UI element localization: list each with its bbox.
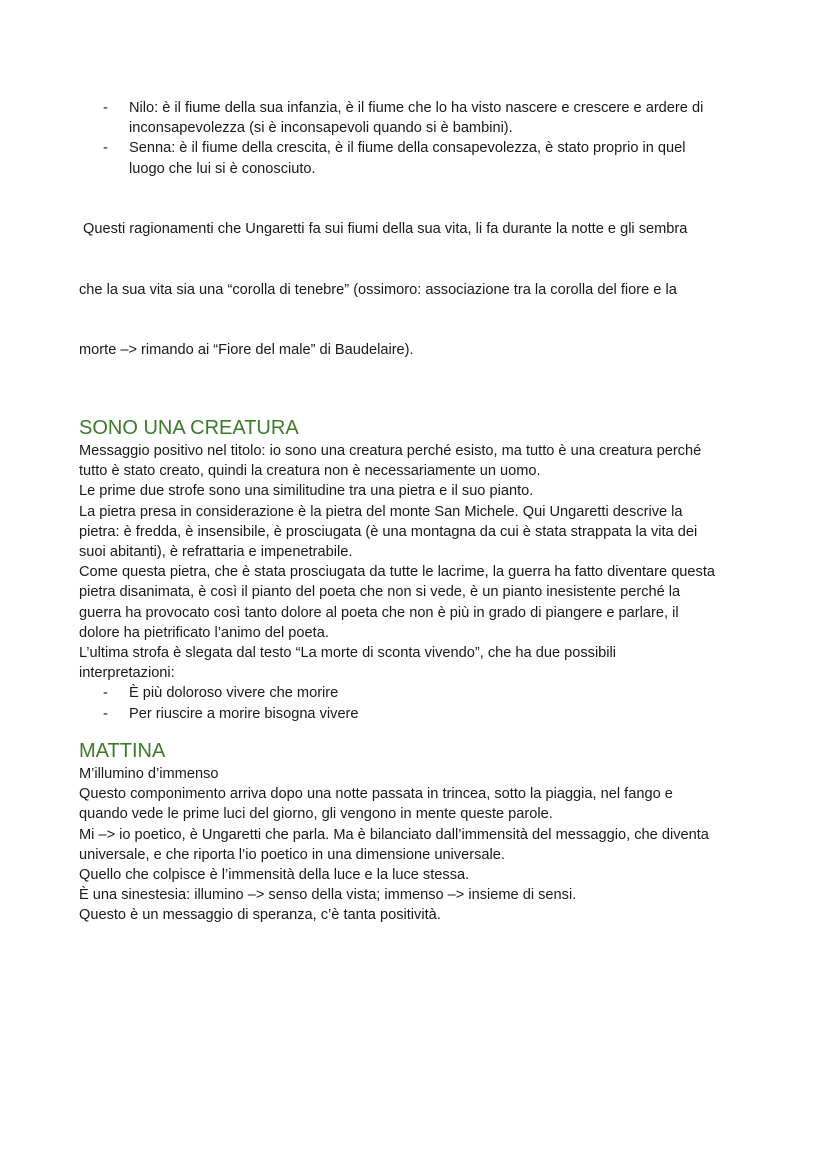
text-line: Questi ragionamenti che Ungaretti fa sui fiumi della sua vita, li fa durante la notte e gli sembra — [79, 221, 688, 238]
text-line: guerra ha provocato così tanto dolore al poeta che non è più in grado di piangere e parlare, il — [79, 604, 679, 621]
text-line: dolore ha pietrificato l’animo del poeta. — [79, 624, 329, 641]
text-line: È una sinestesia: illumino –> senso della vista; immenso –> insieme di sensi. — [79, 887, 577, 904]
interpretations-list — [79, 683, 759, 723]
text-line: Senna: è il fiume della crescita, è il fiume della consapevolezza, è stato proprio in quel — [129, 140, 686, 157]
text-line: pietra: è fredda, è insensibile, è prosciugata (è una montagna da cui è stata strappata la vita dei — [79, 523, 698, 540]
text-line: Le prime due strofe sono una similitudine tra una pietra e il suo pianto. — [79, 483, 534, 500]
text-line: Questo è un messaggio di speranza, c’è tanta positività. — [79, 907, 441, 924]
section-heading-sono-una-creatura: SONO UNA CREATURA — [79, 417, 299, 440]
bullet-dash: - — [103, 685, 108, 702]
document-body — [79, 98, 759, 926]
text-line: pietra disanimata, è così il pianto del poeta che non si vede, è un pianto inesistente perché la — [79, 584, 681, 601]
text-line: quando vede le prime luci del giorno, gli vengono in mente queste parole. — [79, 806, 553, 823]
text-line: tutto è stato creato, quindi la creatura non è necessariamente un uomo. — [79, 463, 541, 480]
rivers-list — [79, 98, 759, 179]
text-line: Questo componimento arriva dopo una notte passata in trincea, sotto la piaggia, nel fango e — [79, 786, 673, 803]
text-line: luogo che lui si è conosciuto. — [129, 160, 316, 177]
text-line: morte –> rimando ai “Fiore del male” di Baudelaire). — [79, 342, 414, 359]
text-line: Messaggio positivo nel titolo: io sono una creatura perché esisto, ma tutto è una creatura perché — [79, 443, 702, 460]
bullet-dash: - — [103, 100, 108, 116]
text-line: L’ultima strofa è slegata dal testo “La morte di sconta vivendo”, che ha due possibili — [79, 645, 617, 662]
section-heading-mattina: MATTINA — [79, 739, 166, 762]
text-line: interpretazioni: — [79, 665, 175, 682]
bullet-dash: - — [103, 705, 108, 722]
text-line: Per riuscire a morire bisogna vivere — [129, 705, 359, 722]
text-line: suoi abitanti), è refrattaria e impenetrabile. — [79, 544, 353, 561]
list-item — [79, 138, 759, 178]
list-item — [79, 704, 759, 724]
text-line: La pietra presa in considerazione è la pietra del monte San Michele. Qui Ungaretti descrive la — [79, 503, 683, 520]
sono-una-creatura-text — [79, 441, 759, 683]
text-line: M’illumino d’immenso — [79, 765, 219, 782]
text-line: universale, e che riporta l’io poetico in una dimensione universale. — [79, 846, 505, 863]
text-line: Come questa pietra, che è stata prosciugata da tutte le lacrime, la guerra ha fatto diventare questa — [79, 564, 716, 581]
text-line: Mi –> io poetico, è Ungaretti che parla. Ma è bilanciato dall’immensità del messaggio, che diventa — [79, 826, 709, 843]
text-line: che la sua vita sia una “corolla di tenebre” (ossimoro: associazione tra la corolla del fiore e la — [79, 281, 677, 298]
list-item — [79, 683, 759, 703]
list-item — [79, 98, 759, 138]
bullet-dash: - — [103, 140, 108, 157]
text-line: inconsapevolezza (si è inconsapevoli quando si è bambini). — [129, 120, 513, 137]
text-line: Quello che colpisce è l’immensità della luce e la luce stessa. — [79, 866, 470, 883]
text-line: Nilo: è il fiume della sua infanzia, è il fiume che lo ha visto nascere e crescere e ardere di — [129, 100, 704, 116]
mattina-text — [79, 764, 759, 926]
text-line: È più doloroso vivere che morire — [129, 685, 339, 702]
intro-paragraph — [79, 179, 759, 401]
